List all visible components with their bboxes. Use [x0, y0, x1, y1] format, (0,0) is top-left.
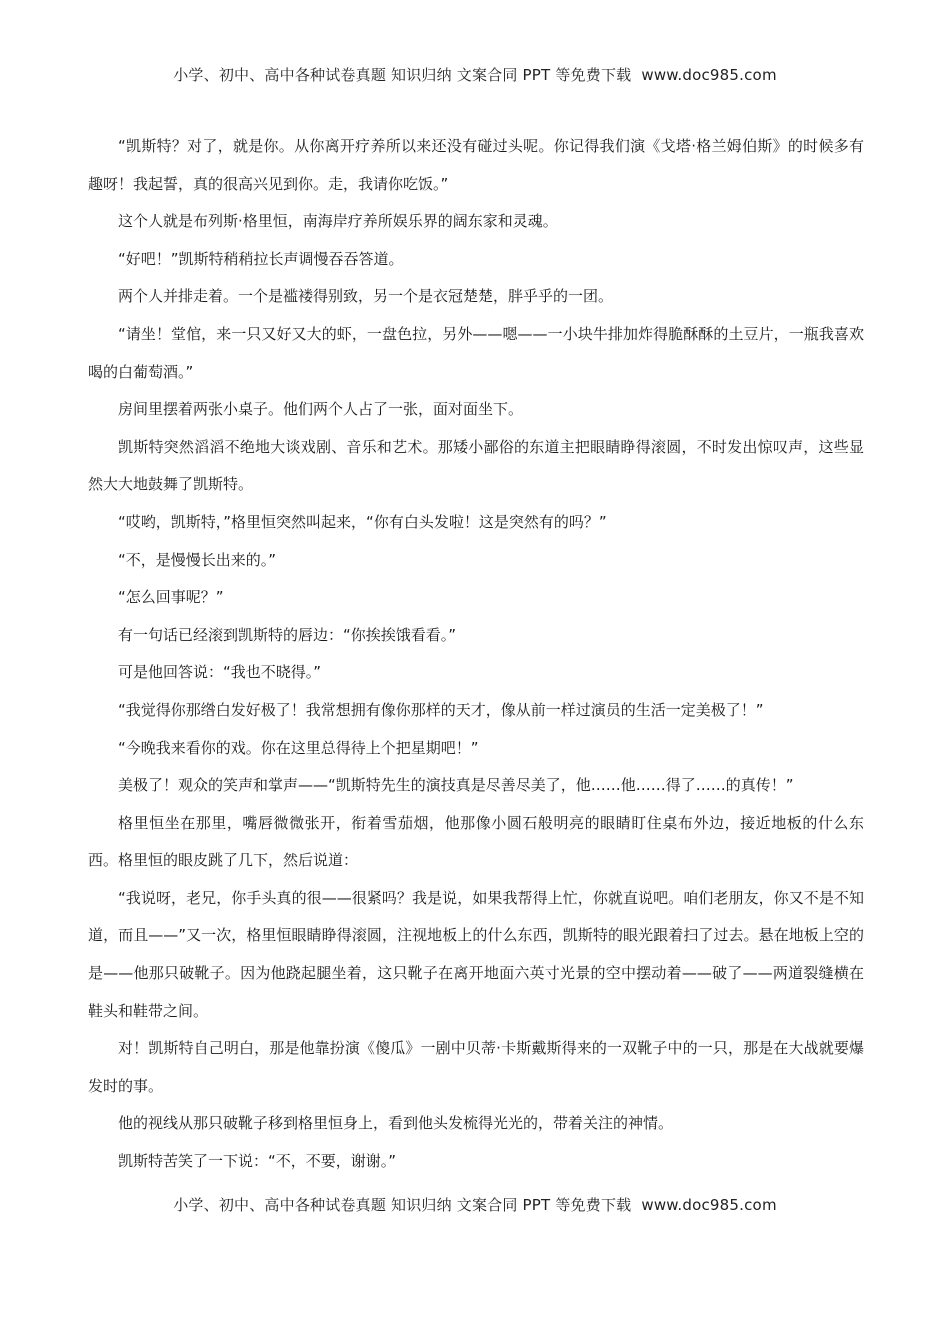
paragraph: “好吧！”凯斯特稍稍拉长声调慢吞吞答道。 — [118, 249, 404, 268]
paragraph: “怎么回事呢？” — [118, 588, 224, 607]
paragraph: “不，是慢慢长出来的。” — [118, 550, 277, 569]
page-footer — [0, 1194, 950, 1215]
paragraph: 美极了！观众的笑声和掌声——“凯斯特先生的演技真是尽善尽美了，他……他……得了……的真传！” — [118, 776, 794, 795]
paragraph: “哎哟，凯斯特，”格里恒突然叫起来，“你有白头发啦！这是突然有的吗？” — [118, 512, 607, 531]
paragraph: “请坐！堂倌，来一只又好又大的虾，一盘色拉，另外——嗯——一小块牛排加炸得脆酥酥的土豆片，一瓶我喜欢喝的白葡萄酒。” — [88, 324, 864, 381]
paragraph: “凯斯特？对了，就是你。从你离开疗养所以来还没有碰过头呢。你记得我们演《戈塔·格兰姆伯斯》的时候多有趣呀！我起誓，真的很高兴见到你。走，我请你吃饭。” — [88, 137, 864, 193]
footer-site: www.doc985.com — [641, 1196, 777, 1214]
header-site: www.doc985.com — [641, 66, 777, 84]
paragraph: 可是他回答说：“我也不晓得。” — [118, 663, 322, 682]
paragraph: 房间里摆着两张小桌子。他们两个人占了一张，面对面坐下。 — [118, 400, 524, 419]
paragraph: 对！凯斯特自己明白，那是他靠扮演《傻瓜》一剧中贝蒂·卡斯戴斯得来的一双靴子中的一只，那是在大战就要爆发时的事。 — [88, 1039, 864, 1095]
paragraph: 他的视线从那只破靴子移到格里恒身上，看到他头发梳得光光的，带着关注的神情。 — [118, 1114, 674, 1133]
paragraph: “今晚我来看你的戏。你在这里总得待上个把星期吧！” — [118, 738, 479, 757]
paragraph: 凯斯特突然滔滔不绝地大谈戏剧、音乐和艺术。那矮小鄙俗的东道主把眼睛睁得滚圆，不时发出惊叹声，这些显然大大地鼓舞了凯斯特。 — [88, 437, 864, 494]
paragraph: 凯斯特苦笑了一下说：“不，不要，谢谢。” — [118, 1152, 397, 1171]
paragraph: 这个人就是布列斯·格里恒，南海岸疗养所娱乐界的阔东家和灵魂。 — [118, 212, 558, 231]
paragraph: 两个人并排走着。一个是褴褛得别致，另一个是衣冠楚楚，胖乎乎的一团。 — [118, 287, 614, 306]
page-header — [0, 64, 950, 85]
paragraph: 格里恒坐在那里，嘴唇微微张开，衔着雪茄烟，他那像小圆石般明亮的眼睛盯住桌布外边，接近地板的什么东西。格里恒的眼皮跳了几下，然后说道： — [88, 813, 864, 870]
paragraph: “我说呀，老兄，你手头真的很——很紧吗？我是说，如果我帮得上忙，你就直说吧。咱们老朋友，你又不是不知道，而且——”又一次，格里恒眼睛睁得滚圆，注视地板上的什么东西，凯斯特的眼光跟着扫了过去。悬在地板上空的是——他那只破靴子。因为他跷起腿坐着，这只靴子在离开地面六英寸光景的空中摆动着——破了——两道裂缝横在鞋头和鞋带之间。 — [88, 888, 864, 1020]
footer-text: 小学、初中、高中各种试卷真题 知识归纳 文案合同 PPT 等免费下载 — [173, 1196, 632, 1214]
header-text: 小学、初中、高中各种试卷真题 知识归纳 文案合同 PPT 等免费下载 — [173, 66, 632, 84]
paragraph: 有一句话已经滚到凯斯特的唇边：“你挨挨饿看看。” — [118, 625, 457, 644]
paragraph: “我觉得你那绺白发好极了！我常想拥有像你那样的天才，像从前一样过演员的生活一定美极了！” — [118, 700, 764, 719]
article-body — [88, 128, 864, 1181]
